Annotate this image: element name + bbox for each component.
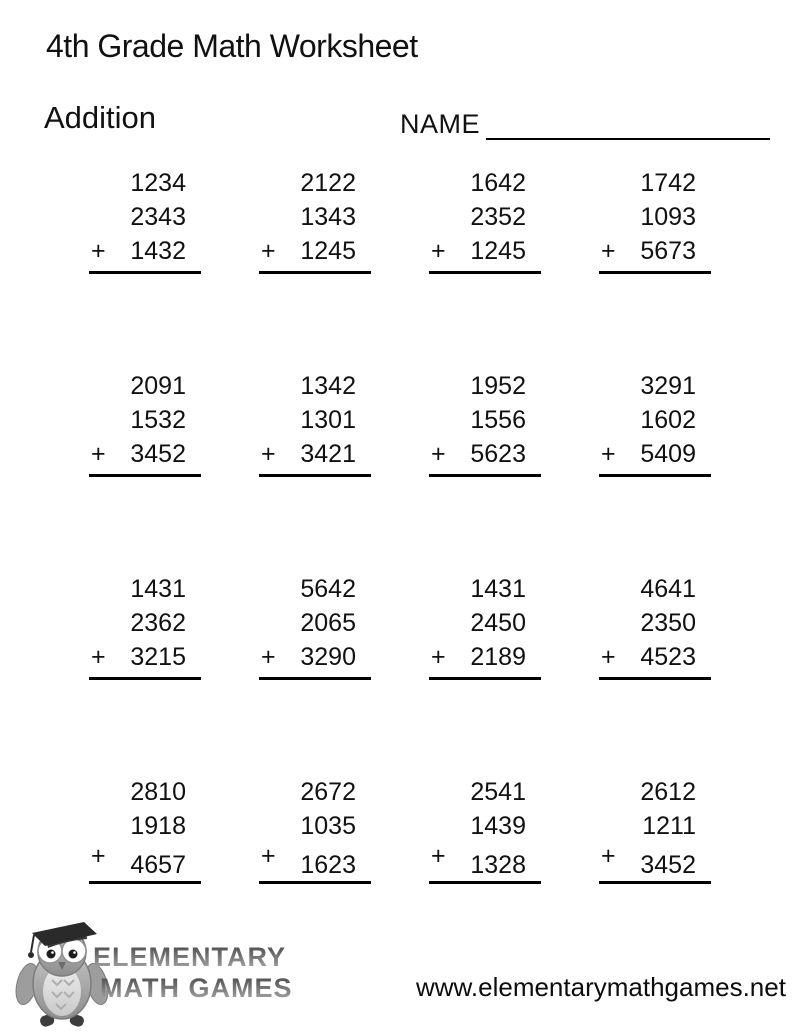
plus-operator: + — [601, 643, 616, 671]
plus-operator: + — [431, 440, 446, 468]
plus-operator: + — [261, 842, 276, 870]
addend-3: 5673 — [640, 237, 696, 265]
addend-2: 1035 — [300, 812, 356, 840]
addend-3: 2189 — [470, 643, 526, 671]
addition-problem — [259, 775, 371, 884]
addition-problem — [259, 572, 371, 680]
answer-line — [599, 677, 711, 680]
plus-operator: + — [431, 237, 446, 265]
addend-3: 3452 — [130, 440, 186, 468]
plus-operator: + — [91, 842, 106, 870]
answer-line — [429, 677, 541, 680]
addition-problem — [429, 369, 541, 477]
addend-2: 2343 — [130, 203, 186, 231]
addend-1: 1431 — [470, 575, 526, 603]
addend-2: 2362 — [130, 609, 186, 637]
addend-3: 5623 — [470, 440, 526, 468]
addend-1: 2810 — [130, 778, 186, 806]
addend-2: 1556 — [470, 406, 526, 434]
addend-3: 3452 — [640, 851, 696, 879]
answer-line — [89, 474, 201, 477]
plus-operator: + — [601, 237, 616, 265]
addend-1: 1431 — [130, 575, 186, 603]
addend-2: 1093 — [640, 203, 696, 231]
website-url: www.elementarymathgames.net — [416, 972, 786, 1002]
addend-2: 1602 — [640, 406, 696, 434]
addend-1: 4641 — [640, 575, 696, 603]
plus-operator: + — [431, 842, 446, 870]
page-title: 4th Grade Math Worksheet — [46, 28, 418, 64]
addend-2: 1918 — [130, 812, 186, 840]
addend-2: 1343 — [300, 203, 356, 231]
addend-1: 2122 — [300, 169, 356, 197]
addend-2: 1301 — [300, 406, 356, 434]
addend-1: 3291 — [640, 372, 696, 400]
answer-line — [599, 474, 711, 477]
addend-3: 5409 — [640, 440, 696, 468]
addend-2: 1211 — [642, 812, 696, 840]
addend-1: 2091 — [130, 372, 186, 400]
problems-grid — [60, 166, 740, 884]
answer-line — [429, 271, 541, 274]
addend-1: 2541 — [470, 778, 526, 806]
addition-problem — [89, 775, 201, 884]
addition-problem — [599, 775, 711, 884]
answer-line — [259, 474, 371, 477]
plus-operator: + — [91, 237, 106, 265]
addition-problem — [259, 166, 371, 274]
addend-1: 1952 — [470, 372, 526, 400]
addend-3: 1432 — [130, 237, 186, 265]
addition-problem — [599, 572, 711, 680]
addend-3: 1245 — [300, 237, 356, 265]
addition-problem — [599, 166, 711, 274]
logo-line-2: MATH GAMES — [100, 973, 293, 1003]
addend-3: 3421 — [300, 440, 356, 468]
addend-1: 5642 — [300, 575, 356, 603]
addition-problem — [429, 775, 541, 884]
answer-line — [259, 677, 371, 680]
addend-3: 3290 — [300, 643, 356, 671]
addend-3: 3215 — [130, 643, 186, 671]
answer-line — [429, 474, 541, 477]
addition-problem — [89, 369, 201, 477]
addend-2: 1439 — [470, 812, 526, 840]
plus-operator: + — [261, 440, 276, 468]
addend-2: 2352 — [470, 203, 526, 231]
addition-problem — [89, 166, 201, 274]
answer-line — [89, 271, 201, 274]
plus-operator: + — [261, 237, 276, 265]
addition-problem — [89, 572, 201, 680]
plus-operator: + — [601, 440, 616, 468]
plus-operator: + — [91, 440, 106, 468]
name-blank-line — [486, 106, 770, 140]
logo-wordmark — [93, 942, 293, 1004]
addend-1: 2672 — [300, 778, 356, 806]
logo-line-1: ELEMENTARY — [93, 942, 293, 973]
plus-operator: + — [431, 643, 446, 671]
section-title: Addition — [44, 100, 157, 135]
addition-problem — [429, 166, 541, 274]
addition-problem — [599, 369, 711, 477]
addend-3: 1328 — [470, 851, 526, 879]
addend-3: 1245 — [470, 237, 526, 265]
addend-1: 1642 — [470, 169, 526, 197]
addend-1: 1342 — [300, 372, 356, 400]
addend-3: 4657 — [130, 851, 186, 879]
addend-3: 4523 — [640, 643, 696, 671]
addend-2: 2350 — [640, 609, 696, 637]
name-field-area — [400, 106, 770, 140]
answer-line — [259, 271, 371, 274]
addition-problem — [259, 369, 371, 477]
addend-2: 1532 — [130, 406, 186, 434]
plus-operator: + — [601, 842, 616, 870]
name-label: NAME — [400, 109, 481, 139]
answer-line — [599, 271, 711, 274]
plus-operator: + — [91, 643, 106, 671]
addition-problem — [429, 572, 541, 680]
addend-1: 1234 — [130, 169, 186, 197]
addend-2: 2450 — [470, 609, 526, 637]
answer-line — [89, 677, 201, 680]
addend-2: 2065 — [300, 609, 356, 637]
addend-1: 2612 — [640, 778, 696, 806]
plus-operator: + — [261, 643, 276, 671]
addend-1: 1742 — [640, 169, 696, 197]
addend-3: 1623 — [300, 851, 356, 879]
